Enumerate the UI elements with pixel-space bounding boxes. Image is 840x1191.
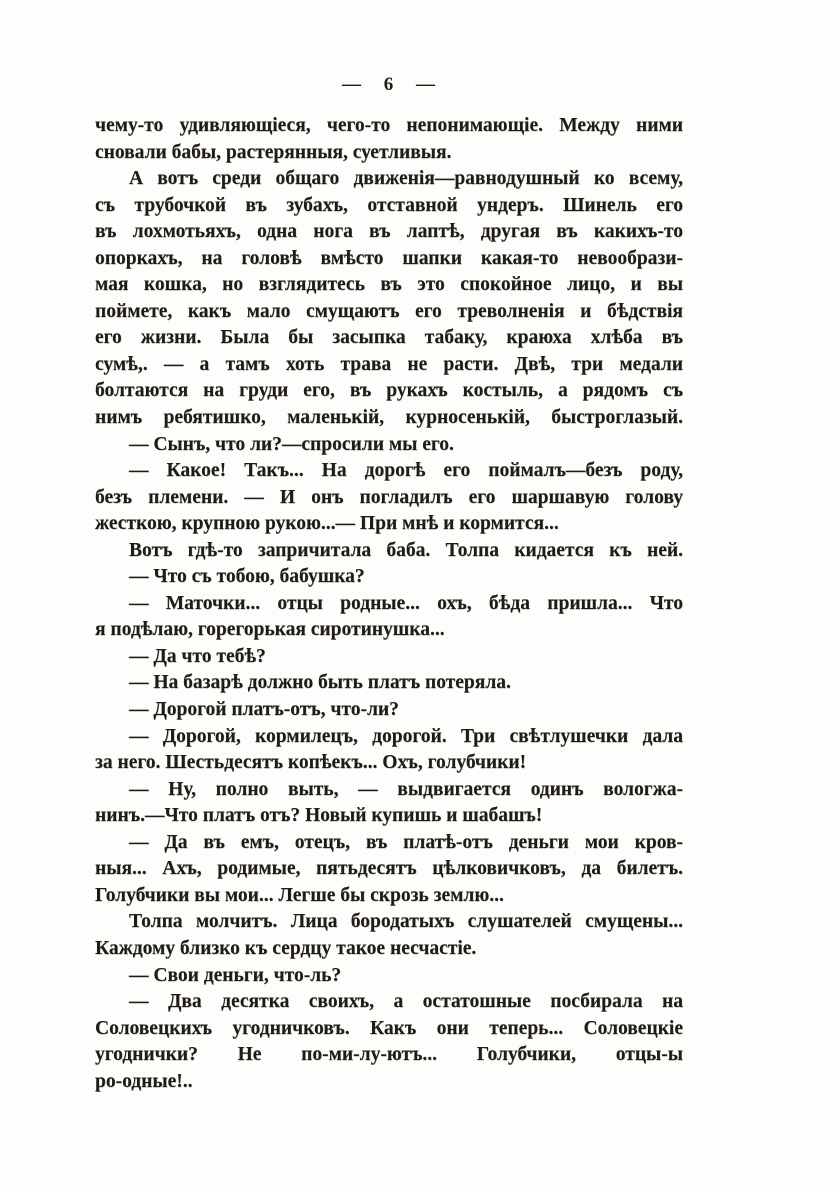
text-line: Каждому близко къ сердцу такое несчастіе. xyxy=(95,937,477,959)
text-line: — Дорогой, кормилецъ, дорогой. Три свѣтлушечки дала xyxy=(129,725,683,747)
text-line: А вотъ среди общаго движенія—равнодушный ко всему, xyxy=(129,168,683,190)
page-number: — 6 — xyxy=(342,74,436,95)
text-line: его жизни. Была бы засыпка табаку, краюха хлѣба въ xyxy=(95,327,683,349)
text-line: мая кошка, но взглядитесь въ это спокойное лицо, и вы xyxy=(95,274,683,296)
text-line: — На базарѣ должно быть платъ потеряла. xyxy=(129,672,511,694)
text-line: сумѣ,. — а тамъ хоть трава не расти. Двѣ, три медали xyxy=(95,353,683,375)
text-line: Голубчики вы мои... Легше бы скрозь землю... xyxy=(95,884,504,906)
text-line: сновали бабы, растерянныя, суетливыя. xyxy=(95,141,452,163)
text-line: я подѣлаю, горегорькая сиротинушка... xyxy=(95,619,445,641)
text-line: Вотъ гдѣ-то запричитала баба. Толпа кидается къ ней. xyxy=(129,539,683,561)
text-line: — Два десятка своихъ, а остатошные посбирала на xyxy=(129,991,683,1013)
text-line: жесткою, крупною рукою...— При мнѣ и кормится... xyxy=(95,513,559,535)
text-line: — Да въ емъ, отецъ, въ платѣ-отъ деньги мои кров- xyxy=(129,831,683,853)
text-line: — Да что тебѣ? xyxy=(129,645,266,667)
text-line: болтаются на груди его, въ рукахъ костыль, а рядомъ съ xyxy=(95,380,683,402)
text-line: ро-одные!.. xyxy=(95,1070,193,1092)
text-line: нимъ ребятишко, маленькій, курносенькій, быстроглазый. xyxy=(95,407,683,429)
text-line: ныя... Ахъ, родимые, пятьдесятъ цѣлковичковъ, да билетъ. xyxy=(95,858,683,880)
text-line: поймете, какъ мало смущаютъ его треволненія и бѣдствія xyxy=(95,300,683,322)
text-line: Соловецкихъ угодничковъ. Какъ они теперь... Соловецкіе xyxy=(95,1017,683,1039)
text-line: — Маточки... отцы родные... охъ, бѣда пришла... Что xyxy=(129,592,683,614)
text-line: — Какое! Такъ... На дорогѣ его поймалъ—безъ роду, xyxy=(129,460,683,482)
text-line: — Дорогой платъ-отъ, что-ли? xyxy=(129,699,399,721)
text-line: нинъ.—Что платъ отъ? Новый купишь и шабашъ! xyxy=(95,805,543,827)
text-line: безъ племени. — И онъ погладилъ его шаршавую голову xyxy=(95,486,683,508)
text-line: въ лохмотьяхъ, одна нога въ лаптѣ, другая въ какихъ-то xyxy=(95,221,683,243)
text-line: съ трубочкой въ зубахъ, отставной ундеръ. Шинель его xyxy=(95,194,683,216)
text-line: опоркахъ, на головѣ вмѣсто шапки какая-то невообрази- xyxy=(95,247,683,269)
text-line: — Что съ тобою, бабушка? xyxy=(129,566,365,588)
text-line: — Ну, полно выть, — выдвигается одинъ вологжа- xyxy=(129,778,683,800)
text-column xyxy=(95,113,683,1095)
text-line: угоднички? Не по-ми-лу-ютъ... Голубчики, отцы-ы xyxy=(95,1044,683,1066)
text-line: чему-то удивляющіеся, чего-то непонимающіе. Между ними xyxy=(95,115,683,136)
text-line: Толпа молчитъ. Лица бородатыхъ слушателей смущены... xyxy=(129,911,683,933)
text-line: за него. Шестьдесятъ копѣекъ... Охъ, голубчики! xyxy=(95,752,527,774)
text-line: — Свои деньги, что-ль? xyxy=(129,964,342,986)
text-line: — Сынъ, что ли?—спросили мы его. xyxy=(129,433,454,455)
